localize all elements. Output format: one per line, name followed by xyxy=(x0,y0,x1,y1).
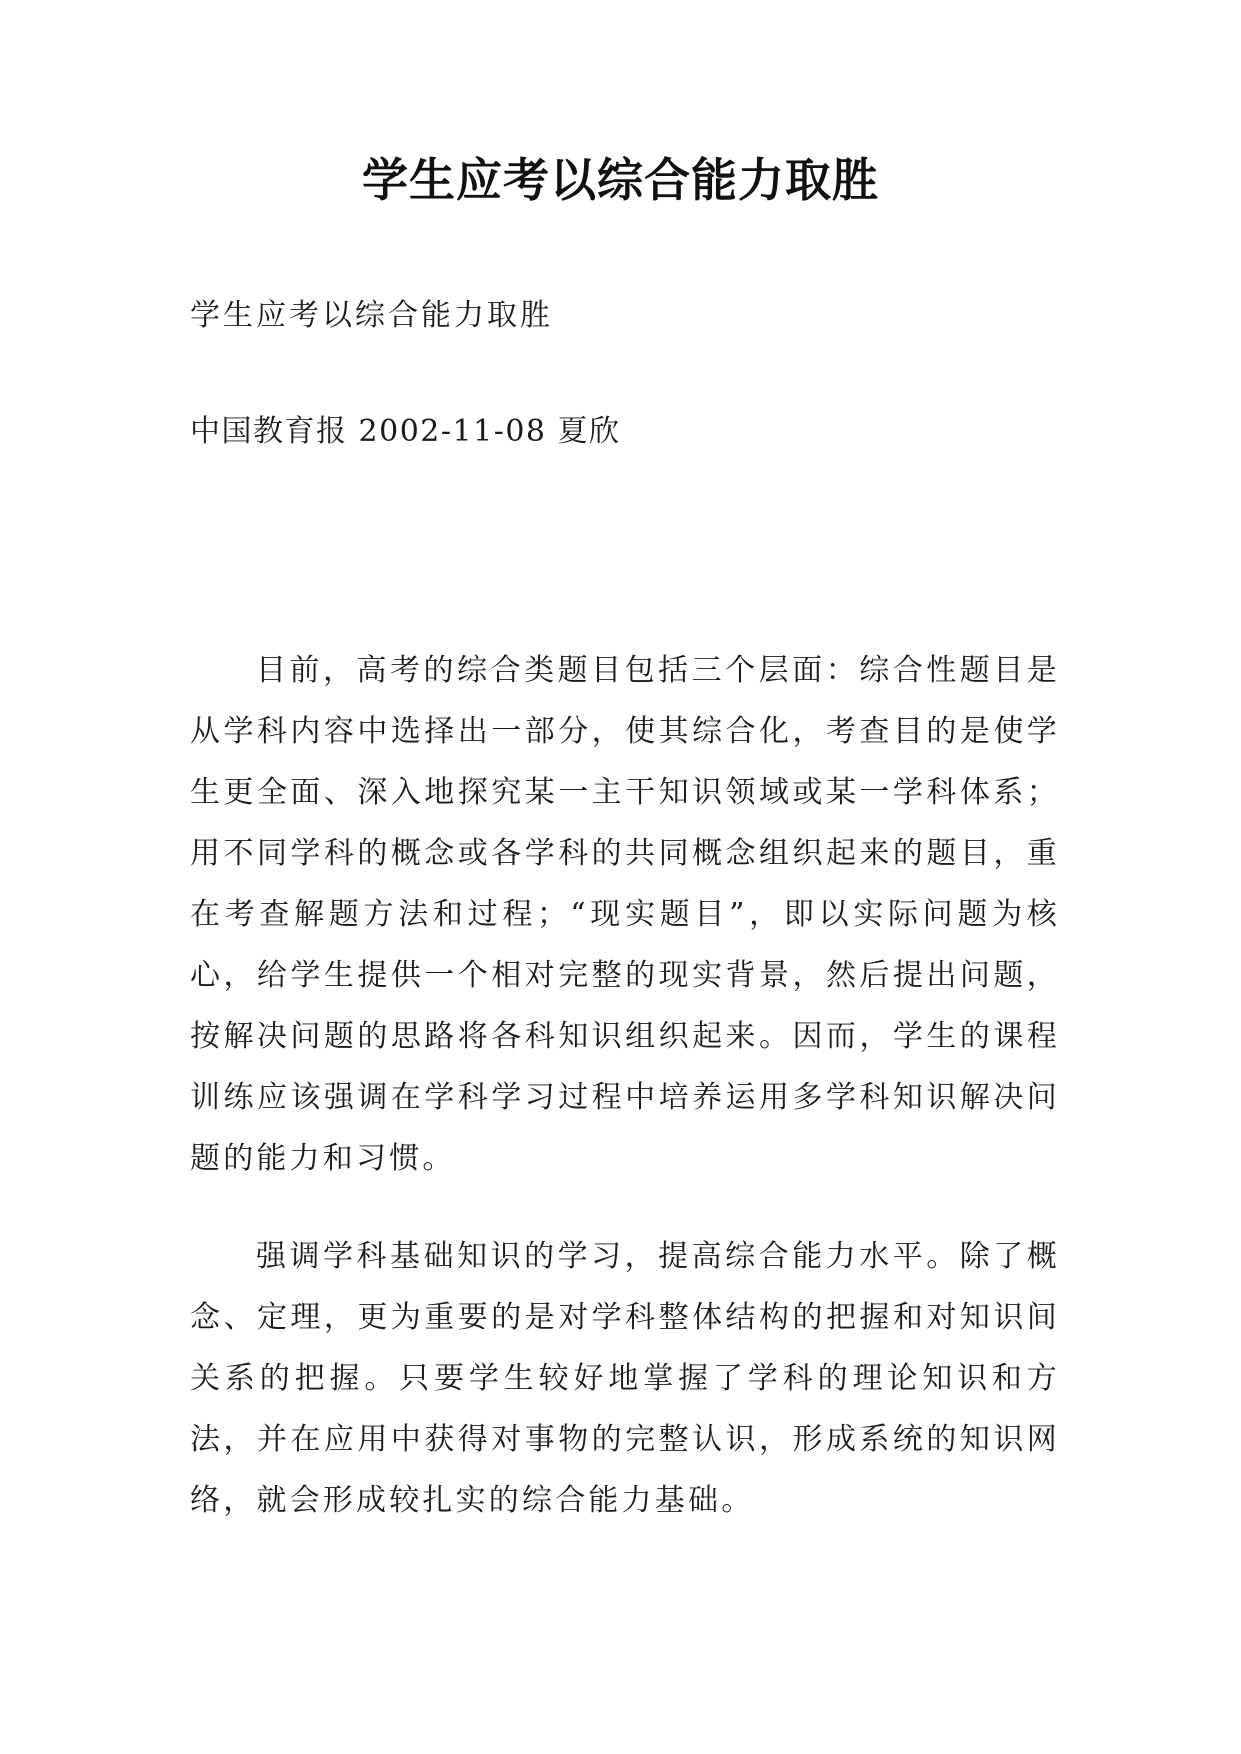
body-paragraph-2: 强调学科基础知识的学习，提高综合能力水平。除了概念、定理，更为重要的是对学科整体结构的把握和对知识间关系的把握。只要学生较好地掌握了学科的理论知识和方法，并在应用中获得对事物的完整认识，形成系统的知识网络，就会形成较扎实的综合能力基础。 xyxy=(190,1239,1060,1518)
document-title: 学生应考以综合能力取胜 xyxy=(362,153,879,207)
document-subtitle: 学生应考以综合能力取胜 xyxy=(190,298,553,333)
body-paragraph-1: 目前，高考的综合类题目包括三个层面：综合性题目是从学科内容中选择出一部分，使其综合化，考查目的是使学生更全面、深入地探究某一主干知识领域或某一学科体系；用不同学科的概念或各学科的共同概念组织起来的题目，重在考查解题方法和过程；“现实题目”，即以实际问题为核心，给学生提供一个相对完整的现实背景，然后提出问题，按解决问题的思路将各科知识组织起来。因而，学生的课程训练应该强调在学科学习过程中培养运用多学科知识解决问题的能力和习惯。 xyxy=(190,653,1060,1176)
source-line: 中国教育报 2002-11-08 夏欣 xyxy=(190,414,621,449)
